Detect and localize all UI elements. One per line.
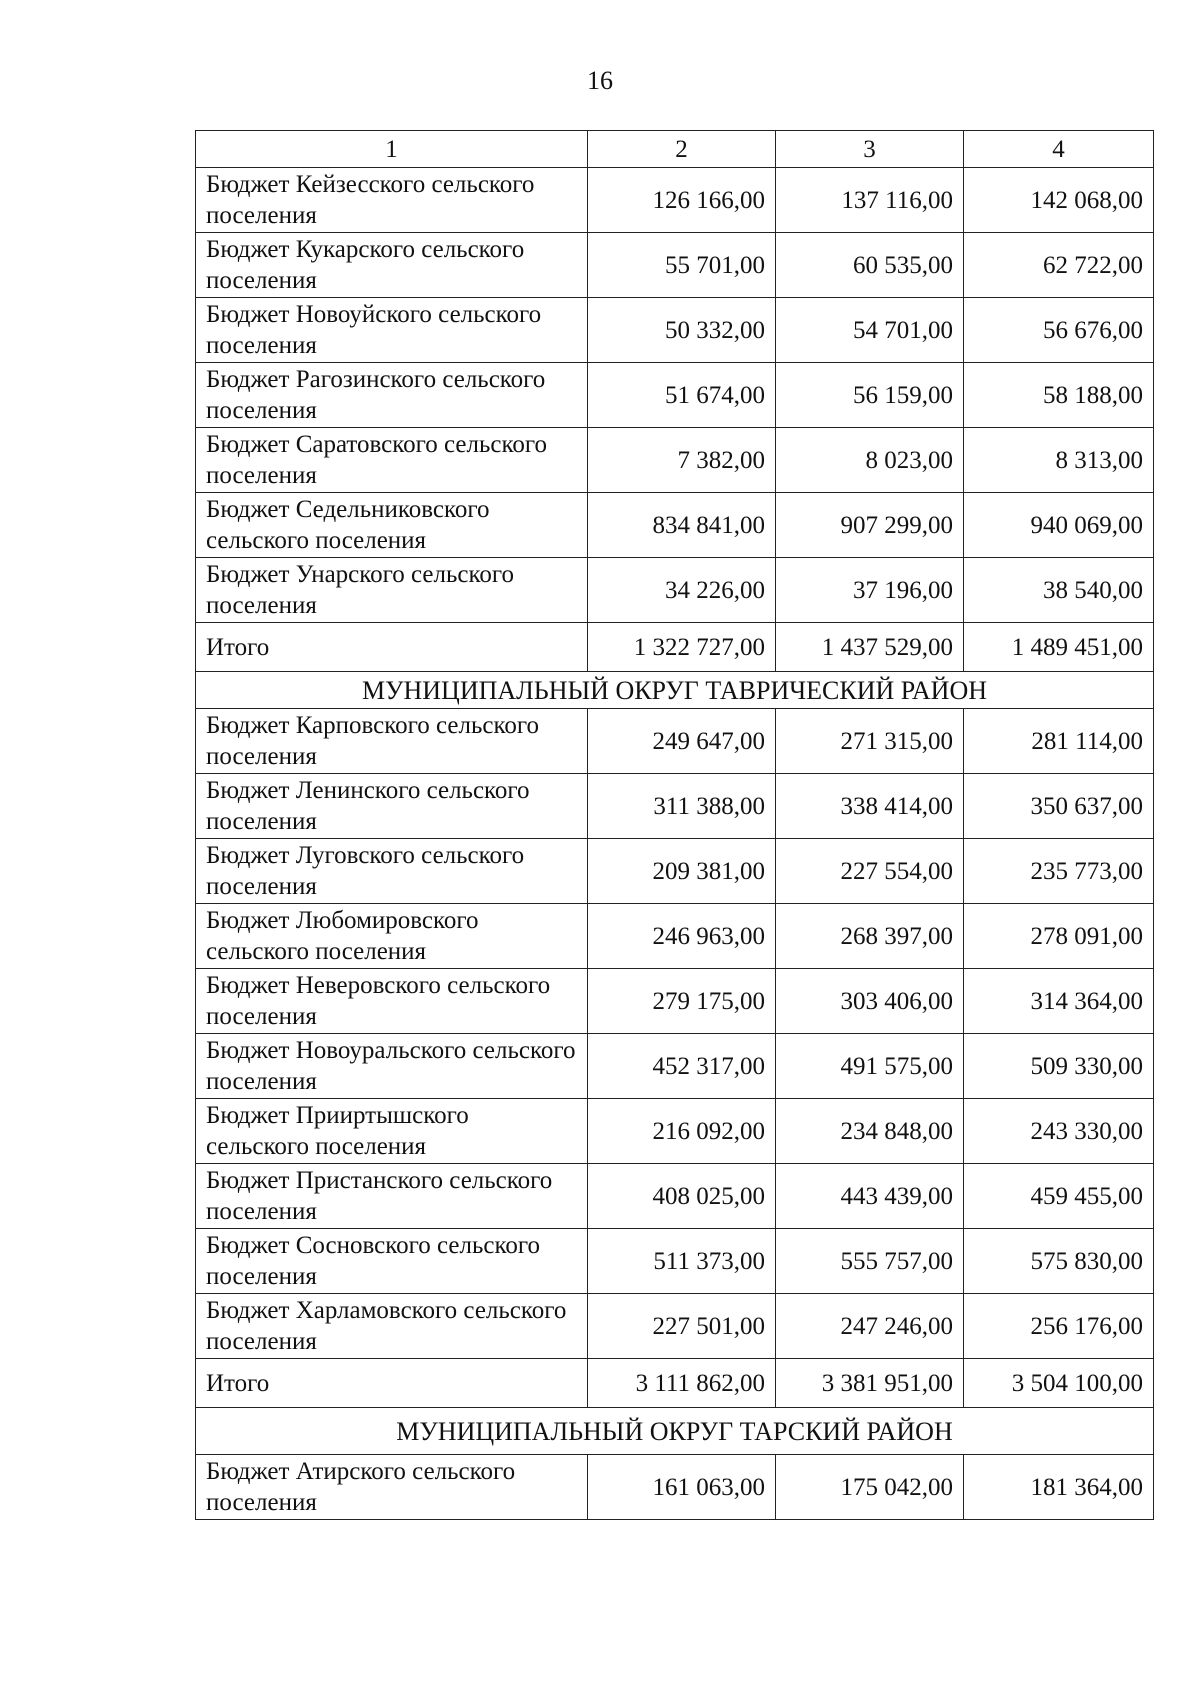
table-row (196, 428, 1154, 493)
amount-col2: 7 382,00 (588, 428, 776, 493)
table-row (196, 1164, 1154, 1229)
amount-col3: 60 535,00 (776, 233, 964, 298)
settlement-name: Бюджет Сосновского сельского поселения (196, 1229, 588, 1294)
table-row (196, 493, 1154, 558)
settlement-name: Бюджет Карповского сельского поселения (196, 709, 588, 774)
amount-col4: 8 313,00 (964, 428, 1154, 493)
amount-col4: 235 773,00 (964, 839, 1154, 904)
page-number: 16 (587, 66, 613, 95)
table-row (196, 1229, 1154, 1294)
total-label: Итого (196, 1359, 588, 1408)
amount-col4: 243 330,00 (964, 1099, 1154, 1164)
amount-col2: 34 226,00 (588, 558, 776, 623)
header-cell: 4 (964, 131, 1154, 168)
total-col2: 3 111 862,00 (588, 1359, 776, 1408)
table-row (196, 558, 1154, 623)
total-col3: 3 381 951,00 (776, 1359, 964, 1408)
table-row (196, 363, 1154, 428)
table-row (196, 1034, 1154, 1099)
section-title: МУНИЦИПАЛЬНЫЙ ОКРУГ ТАРСКИЙ РАЙОН (196, 1408, 1154, 1455)
settlement-name: Бюджет Прииртышского сельского поселения (196, 1099, 588, 1164)
amount-col2: 279 175,00 (588, 969, 776, 1034)
settlement-name: Бюджет Луговского сельского поселения (196, 839, 588, 904)
amount-col4: 459 455,00 (964, 1164, 1154, 1229)
amount-col3: 491 575,00 (776, 1034, 964, 1099)
amount-col2: 311 388,00 (588, 774, 776, 839)
table-row (196, 233, 1154, 298)
settlement-name: Бюджет Саратовского сельского поселения (196, 428, 588, 493)
amount-col2: 50 332,00 (588, 298, 776, 363)
amount-col2: 249 647,00 (588, 709, 776, 774)
settlement-name: Бюджет Унарского сельского поселения (196, 558, 588, 623)
table-row (196, 969, 1154, 1034)
amount-col3: 247 246,00 (776, 1294, 964, 1359)
amount-col4: 142 068,00 (964, 168, 1154, 233)
table-row (196, 298, 1154, 363)
amount-col3: 271 315,00 (776, 709, 964, 774)
amount-col3: 234 848,00 (776, 1099, 964, 1164)
amount-col4: 62 722,00 (964, 233, 1154, 298)
amount-col2: 161 063,00 (588, 1455, 776, 1520)
amount-col4: 181 364,00 (964, 1455, 1154, 1520)
table-row (196, 1294, 1154, 1359)
amount-col4: 281 114,00 (964, 709, 1154, 774)
amount-col3: 338 414,00 (776, 774, 964, 839)
budget-table-body (196, 131, 1154, 1520)
amount-col4: 56 676,00 (964, 298, 1154, 363)
total-col2: 1 322 727,00 (588, 623, 776, 672)
table-row (196, 774, 1154, 839)
settlement-name: Бюджет Ленинского сельского поселения (196, 774, 588, 839)
settlement-name: Бюджет Пристанского сельского поселения (196, 1164, 588, 1229)
section-header-row (196, 1408, 1154, 1455)
amount-col3: 268 397,00 (776, 904, 964, 969)
total-col3: 1 437 529,00 (776, 623, 964, 672)
amount-col4: 509 330,00 (964, 1034, 1154, 1099)
settlement-name: Бюджет Любомировского сельского поселения (196, 904, 588, 969)
table-row (196, 839, 1154, 904)
amount-col3: 555 757,00 (776, 1229, 964, 1294)
amount-col4: 575 830,00 (964, 1229, 1154, 1294)
settlement-name: Бюджет Новоуральского сельского поселения (196, 1034, 588, 1099)
header-cell: 2 (588, 131, 776, 168)
amount-col2: 227 501,00 (588, 1294, 776, 1359)
table-row (196, 709, 1154, 774)
amount-col3: 54 701,00 (776, 298, 964, 363)
table-row (196, 1099, 1154, 1164)
total-row (196, 623, 1154, 672)
amount-col4: 278 091,00 (964, 904, 1154, 969)
amount-col4: 256 176,00 (964, 1294, 1154, 1359)
amount-col2: 51 674,00 (588, 363, 776, 428)
header-cell: 3 (776, 131, 964, 168)
amount-col3: 907 299,00 (776, 493, 964, 558)
header-cell: 1 (196, 131, 588, 168)
total-col4: 1 489 451,00 (964, 623, 1154, 672)
amount-col2: 511 373,00 (588, 1229, 776, 1294)
settlement-name: Бюджет Неверовского сельского поселения (196, 969, 588, 1034)
amount-col4: 314 364,00 (964, 969, 1154, 1034)
total-col4: 3 504 100,00 (964, 1359, 1154, 1408)
amount-col4: 350 637,00 (964, 774, 1154, 839)
settlement-name: Бюджет Рагозинского сельского поселения (196, 363, 588, 428)
amount-col3: 443 439,00 (776, 1164, 964, 1229)
amount-col3: 175 042,00 (776, 1455, 964, 1520)
amount-col2: 408 025,00 (588, 1164, 776, 1229)
amount-col2: 834 841,00 (588, 493, 776, 558)
column-number-header (196, 131, 1154, 168)
amount-col2: 216 092,00 (588, 1099, 776, 1164)
amount-col3: 137 116,00 (776, 168, 964, 233)
settlement-name: Бюджет Атирского сельского поселения (196, 1455, 588, 1520)
amount-col4: 58 188,00 (964, 363, 1154, 428)
amount-col4: 940 069,00 (964, 493, 1154, 558)
table-row (196, 168, 1154, 233)
amount-col3: 56 159,00 (776, 363, 964, 428)
amount-col3: 303 406,00 (776, 969, 964, 1034)
amount-col2: 452 317,00 (588, 1034, 776, 1099)
amount-col2: 246 963,00 (588, 904, 776, 969)
amount-col2: 126 166,00 (588, 168, 776, 233)
settlement-name: Бюджет Кейзесского сельского поселения (196, 168, 588, 233)
total-row (196, 1359, 1154, 1408)
amount-col3: 37 196,00 (776, 558, 964, 623)
amount-col4: 38 540,00 (964, 558, 1154, 623)
section-header-row (196, 672, 1154, 709)
settlement-name: Бюджет Кукарского сельского поселения (196, 233, 588, 298)
settlement-name: Бюджет Седельниковского сельского поселения (196, 493, 588, 558)
table-row (196, 904, 1154, 969)
table-row (196, 1455, 1154, 1520)
amount-col2: 209 381,00 (588, 839, 776, 904)
amount-col3: 8 023,00 (776, 428, 964, 493)
amount-col2: 55 701,00 (588, 233, 776, 298)
amount-col3: 227 554,00 (776, 839, 964, 904)
section-title: МУНИЦИПАЛЬНЫЙ ОКРУГ ТАВРИЧЕСКИЙ РАЙОН (196, 672, 1154, 709)
settlement-name: Бюджет Харламовского сельского поселения (196, 1294, 588, 1359)
budget-table (195, 130, 1154, 1520)
settlement-name: Бюджет Новоуйского сельского поселения (196, 298, 588, 363)
total-label: Итого (196, 623, 588, 672)
